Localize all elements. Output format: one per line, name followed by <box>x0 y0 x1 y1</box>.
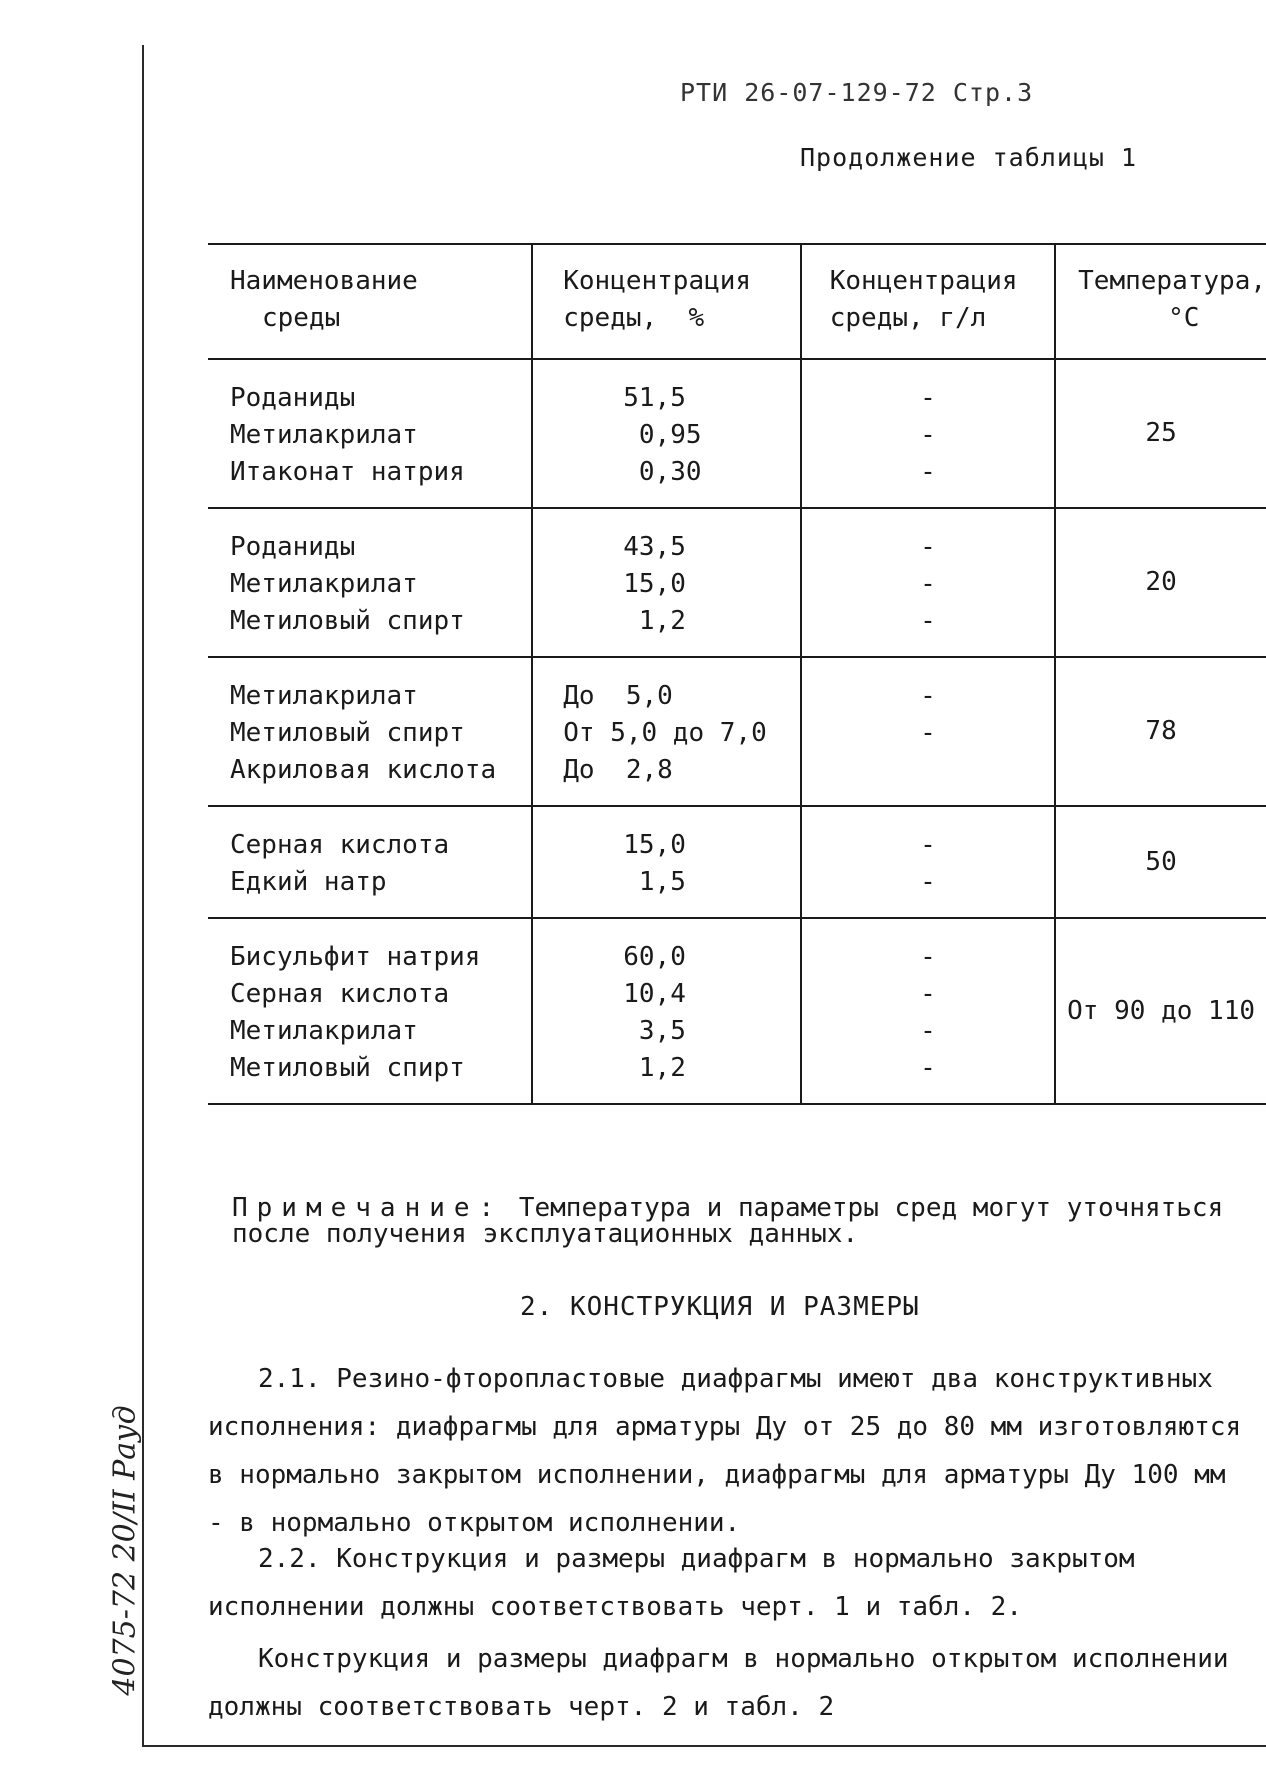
medium-name-cell <box>208 508 532 657</box>
paragraph-2-1: 2.1. Резино-фторопластовые диафрагмы имеют два конструктивных исполнения: диафрагмы для арматуры Ду от 25 до 80 мм изготовляются в нормально закрытом исполнении, диафрагмы для арматуры Ду 100 мм - в нормально открытом исполнении. <box>208 1364 1242 1538</box>
temperature-cell <box>1055 918 1266 1104</box>
note-text: Температура и параметры сред могут уточняться после получения эксплуатационных данных. <box>232 1193 1224 1249</box>
table-row <box>208 806 1266 918</box>
temperature-cell <box>1055 657 1266 806</box>
medium-name-cell <box>208 806 532 918</box>
concentration-gl: - <box>920 383 936 413</box>
concentration-gl-cell <box>801 918 1055 1104</box>
table-row <box>208 508 1266 657</box>
medium-name: Роданиды <box>230 383 356 413</box>
handwritten-margin-note: 4075-72 20/II Рауд <box>107 1404 143 1696</box>
concentration-gl: - <box>920 867 936 897</box>
concentration-gl: - <box>920 457 936 487</box>
concentration-gl-cell <box>801 508 1055 657</box>
temperature-value: 78 <box>1145 716 1177 746</box>
table-row <box>208 657 1266 806</box>
media-table <box>208 243 1266 1105</box>
concentration-percent: До 5,0 <box>563 681 673 711</box>
medium-name: Метиловый спирт <box>230 606 465 636</box>
table-header-row <box>208 244 1266 359</box>
concentration-gl: - <box>920 979 936 1009</box>
concentration-percent: 1,2 <box>623 606 686 636</box>
medium-name: Метилакрилат <box>230 1016 418 1046</box>
concentration-percent-cell <box>532 508 801 657</box>
concentration-percent-cell <box>532 918 801 1104</box>
concentration-percent: 15,0 <box>623 569 686 599</box>
bottom-rule <box>142 1745 1266 1747</box>
concentration-percent: 51,5 <box>623 383 686 413</box>
concentration-percent: 10,4 <box>623 979 686 1009</box>
concentration-gl-cell <box>801 359 1055 508</box>
concentration-gl: - <box>920 420 936 450</box>
medium-name: Метилакрилат <box>230 420 418 450</box>
header-concentration-percent: Концентрация среды, % <box>532 244 801 359</box>
medium-name: Метилакрилат <box>230 681 418 711</box>
temperature-value: 25 <box>1145 418 1177 448</box>
concentration-gl: - <box>920 718 936 748</box>
concentration-percent: От 5,0 до 7,0 <box>563 718 767 748</box>
temperature-cell <box>1055 806 1266 918</box>
temperature-cell <box>1055 508 1266 657</box>
medium-name: Итаконат натрия <box>230 457 465 487</box>
concentration-percent: 1,2 <box>623 1053 686 1083</box>
temperature-value: 20 <box>1145 567 1177 597</box>
concentration-gl-cell <box>801 657 1055 806</box>
table-body <box>208 359 1266 1104</box>
concentration-gl: - <box>920 606 936 636</box>
concentration-percent: 15,0 <box>623 830 686 860</box>
temperature-cell <box>1055 359 1266 508</box>
medium-name: Акриловая кислота <box>230 755 497 785</box>
concentration-gl: - <box>920 569 936 599</box>
medium-name: Метиловый спирт <box>230 718 465 748</box>
medium-name-cell <box>208 359 532 508</box>
concentration-percent: 43,5 <box>623 532 686 562</box>
table-note <box>232 1195 1232 1247</box>
header-concentration-gl: Концентрация среды, г/л <box>801 244 1055 359</box>
concentration-percent-cell <box>532 657 801 806</box>
medium-name: Едкий натр <box>230 867 387 897</box>
medium-name: Бисульфит натрия <box>230 942 481 972</box>
concentration-gl: - <box>920 830 936 860</box>
note-label: Примечание: <box>232 1193 504 1223</box>
table-row <box>208 918 1266 1104</box>
concentration-percent-cell <box>532 806 801 918</box>
medium-name: Роданиды <box>230 532 356 562</box>
concentration-gl-cell <box>801 806 1055 918</box>
section-title: 2. КОНСТРУКЦИЯ И РАЗМЕРЫ <box>520 1292 920 1322</box>
paragraph-2-2: 2.2. Конструкция и размеры диафрагм в нормально закрытом исполнении должны соответствовать черт. 1 и табл. 2. <box>208 1544 1135 1622</box>
concentration-gl: - <box>920 532 936 562</box>
medium-name-cell <box>208 918 532 1104</box>
concentration-gl: - <box>920 1016 936 1046</box>
concentration-gl: - <box>920 681 936 711</box>
medium-name: Серная кислота <box>230 830 450 860</box>
concentration-percent: 3,5 <box>623 1016 686 1046</box>
concentration-gl: - <box>920 942 936 972</box>
header-name: Наименование среды <box>208 244 532 359</box>
page-header: РТИ 26-07-129-72 Стр.3 <box>680 78 1034 107</box>
medium-name: Метилакрилат <box>230 569 418 599</box>
concentration-percent: До 2,8 <box>563 755 673 785</box>
concentration-percent: 0,95 <box>623 420 702 450</box>
concentration-percent-cell <box>532 359 801 508</box>
temperature-value: 50 <box>1145 846 1177 877</box>
concentration-gl <box>802 752 1054 789</box>
concentration-percent: 0,30 <box>623 457 702 487</box>
medium-name: Метиловый спирт <box>230 1053 465 1083</box>
table-row <box>208 359 1266 508</box>
temperature-value: От 90 до 110 <box>1067 995 1255 1026</box>
paragraph-2-2-cont: Конструкция и размеры диафрагм в нормально открытом исполнении должны соответствовать черт. 2 и табл. 2 <box>208 1644 1229 1722</box>
concentration-percent: 60,0 <box>623 942 686 972</box>
concentration-gl: - <box>920 1053 936 1083</box>
header-temperature: Температура, °С <box>1055 244 1266 359</box>
table-continuation-caption: Продолжение таблицы 1 <box>800 143 1138 172</box>
medium-name-cell <box>208 657 532 806</box>
medium-name: Серная кислота <box>230 979 450 1009</box>
concentration-percent: 1,5 <box>623 867 686 897</box>
